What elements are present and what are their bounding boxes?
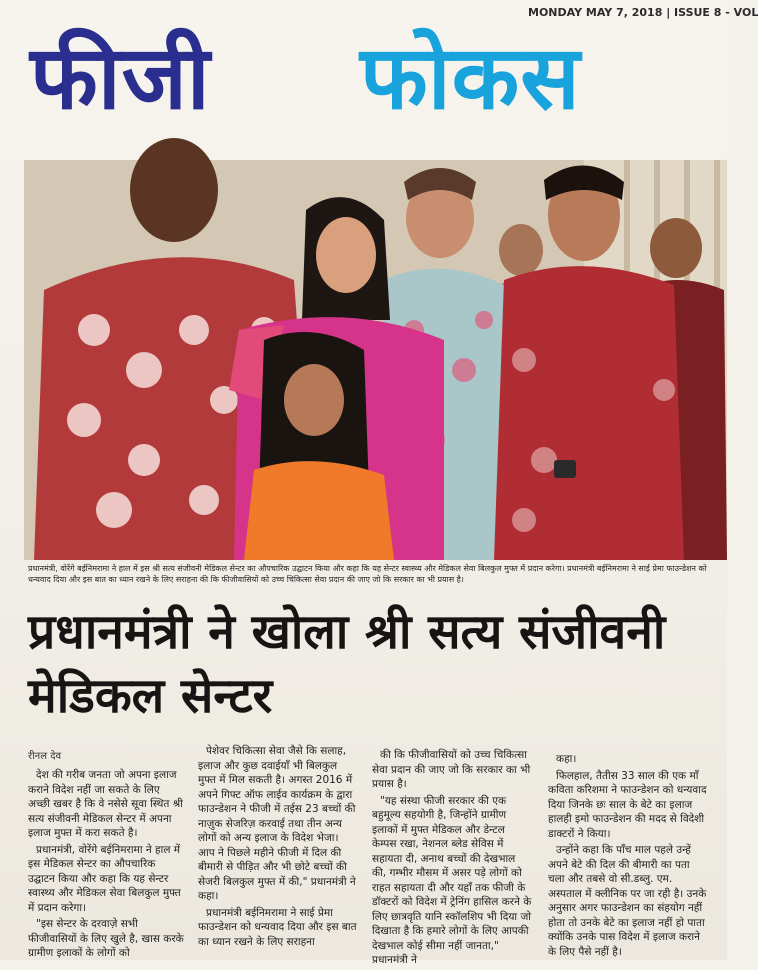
article-column-2 <box>198 744 358 951</box>
dateline: MONDAY MAY 7, 2018 | ISSUE 8 - VOL <box>528 6 758 19</box>
group-photo-illustration <box>24 160 727 560</box>
paragraph: "इस सेन्टर के दरवाज़े सभी फीजीवासियों के लिए खुले है, खास करके ग्रामीण इलाकों के लोगों को <box>28 918 184 959</box>
photo-caption: प्रधानमंत्री, वोरेंगे बईनिमरामा ने हाल में इस श्री सत्य संजीवनी मेडिकल सेन्टर का औपचारिक उद्घाटन किया और कहा कि यह सेन्टर स्वास्थ्य और मेडिकल सेवा बिलकुल मुफ्त में प्रदान करेगा। प्रधानमंत्री बईनिमरामा ने साई प्रेमा फाउन्डेशन को धन्यवाद दिया और इस बात का ध्यान रखने के लिए सराहना की कि फीजीवासियों को उच्च चिकित्सा सेवा प्रदान की जाए जो कि सरकार का भी प्रयास है। <box>28 564 707 584</box>
paragraph: प्रधानमंत्री बईनिमरामा ने साई प्रेमा फाउन्डेशन को धन्यवाद दिया और इस बात का ध्यान रखने के लिए सराहना <box>198 906 357 948</box>
article-headline: प्रधानमंत्री ने खोला श्री सत्य संजीवनी मेडिकल सेन्टर <box>28 604 666 724</box>
paragraph: प्रधानमंत्री, वोरेंगे बईनिमरामा ने हाल में इस मेडिकल सेन्टर का औपचारिक उद्घाटन किया और कहा कि यह सेन्टर स्वास्थ्य और मेडिकल सेवा बिलकुल मुफ्त में प्रदान करेगा। <box>28 843 181 914</box>
article-column-4 <box>548 752 708 961</box>
article-column-1 <box>28 768 184 963</box>
paragraph: देश की गरीब जनता जो अपना इलाज कराने विदेश नहीं जा सकते के लिए अच्छी खबर है कि वे नसेसे सूवा स्थित श्री सत्य संजीवनी मेडिकल सेन्टर में अपना इलाज मुफ्त में करा सकते है। <box>28 769 183 839</box>
paragraph: "यह संस्था फीजी सरकार की एक बहुमूल्य सहयोगी है, जिन्होंने ग्रामीण इलाकों में मुफ्त मेडिकल और डेन्टल केम्पस रखा, नेशनल ब्लेड सेविस में सहायता दी, अनाथ बच्चों की देखभाल की, गम्भीर मौसम में असर पड़े लोगों को राहत सहायता दी और यहाँ तक फीजी के डॉक्टरों को विदेश में ट्रेनिंग हासिल करने के लिए छात्रवृति यानि स्कॉलशिप भी दिया जो दिखाता है कि हमारे लोगों के लिए आपकी देखभाल कोई सीमा नहीं जानता," प्रधानमंत्री ने <box>372 794 532 966</box>
masthead-word-1: फीजी <box>30 26 211 129</box>
paragraph: पेशेवर चिकित्सा सेवा जैसे कि सलाह, इलाज और कुछ दवाईयाँ भी बिलकुल मुफ्त में मिल सकती है। अगस्त 2016 में अपने गिफ्ट ऑफ लाईव कार्यक्रम के द्वारा फाउन्डेशन ने फीजी में तईस 23 बच्चों की नाज़ुक सेजरिज़ करवाई तथा तीन अन्य लोगों को अन्य इलाज के विदेश भेजा। आप ने पिछले महीने फीजी में दिल की बीमारी से पीड़ित और भी छोटे बच्चों की सेजरी बिलकुल मुफ्त में की," प्रधानमंत्री ने कहा। <box>198 745 356 902</box>
paragraph: कहा। <box>556 753 577 765</box>
paragraph: उन्होंने कहा कि पाँच माल पहले उन्हें अपने बेटे की दिल की बीमारी का पता चला और तबसे वो सी.डब्लु. एम. अस्पताल में क्लीनिक पर जा रही है। उनके अनुसार अगर फाउन्डेशन का संहयोग नहीं होता तो उनके बेटे का इलाज नहीं हो पाता क्योंकि उनके पास विदेश में इलाज कराने के लिए पैसे नहीं है। <box>548 844 707 958</box>
paragraph: फिलहाल, तैतीस 33 साल की एक माँ कविता करिशमा ने फाउन्डेशन को धन्यवाद दिया जिनके छः साल के बेटे का इलाज हालही इमो फाउन्डेशन की मदद से विदेशी डाक्टरों ने किया। <box>548 769 707 840</box>
paragraph: की कि फीजीवासियों को उच्च चिकित्सा सेवा प्रदान की जाए जो कि सरकार का भी प्रयास है। <box>372 749 531 790</box>
masthead-word-2: फोकस <box>360 26 581 129</box>
byline: रीनल देव <box>28 751 62 762</box>
article-column-3 <box>372 748 532 970</box>
group-photo <box>24 160 727 560</box>
masthead <box>0 18 727 138</box>
